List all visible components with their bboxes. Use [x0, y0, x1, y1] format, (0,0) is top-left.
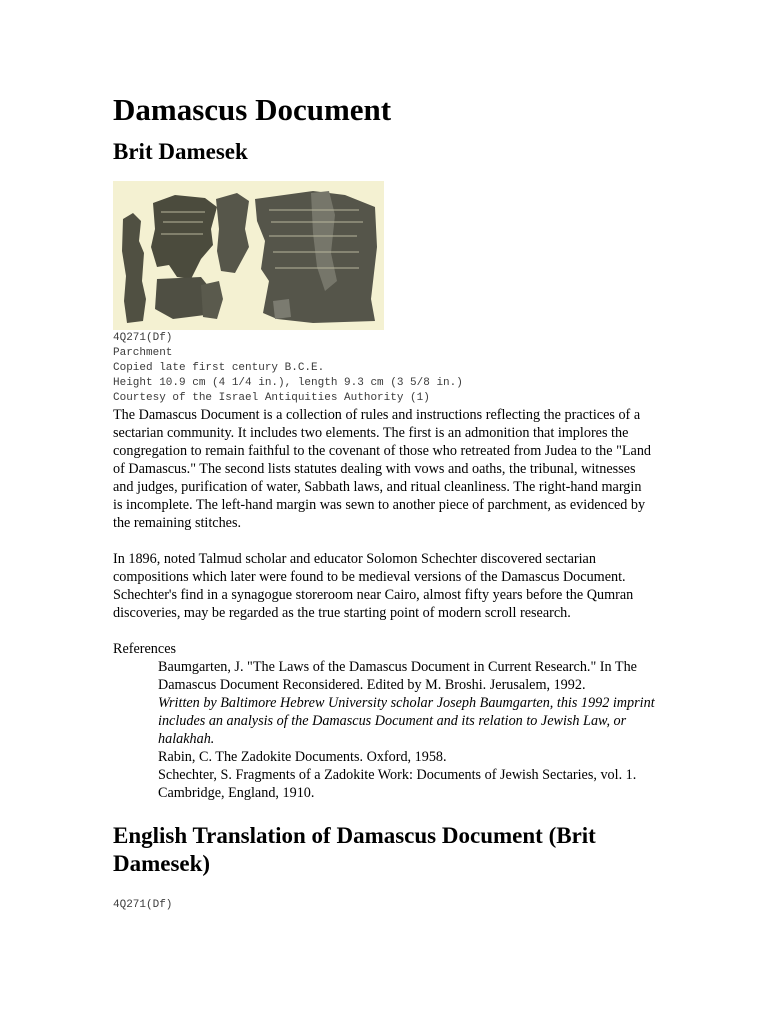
- references-heading: References: [113, 641, 177, 657]
- section-caption: 4Q271(Df): [113, 899, 173, 911]
- document-page: [113, 92, 653, 913]
- caption-line: Copied late first century B.C.E.: [113, 362, 325, 374]
- reference-item: Rabin, C. The Zadokite Documents. Oxford, 1958.: [158, 749, 447, 765]
- caption-line: 4Q271(Df): [113, 332, 173, 344]
- reference-item: Baumgarten, J. "The Laws of the Damascus Document in Current Research." In The Damascus Document Reconsidered. Edited by M. Broshi. Jerusalem, 1992.: [158, 659, 637, 693]
- page-title: Damascus Document: [113, 92, 392, 127]
- body-paragraph: In 1896, noted Talmud scholar and educator Solomon Schechter discovered sectarian compositions which later were found to be medieval versions of the Damascus Document. Schechter's find in a synagogue storeroom near Cairo, almost fifty years before the Qumran discoveries, may be regarded as the true starting point of modern scroll research.: [113, 551, 634, 621]
- caption-line: Parchment: [113, 347, 173, 359]
- caption-line: Courtesy of the Israel Antiquities Authority (1): [113, 392, 430, 404]
- caption-line: Height 10.9 cm (4 1/4 in.), length 9.3 cm (3 5/8 in.): [113, 377, 463, 389]
- image-caption: [113, 331, 653, 406]
- page-subtitle: Brit Damesek: [113, 139, 248, 164]
- reference-annotation: Written by Baltimore Hebrew University scholar Joseph Baumgarten, this 1992 imprint includes an analysis of the Damascus Document and its relation to Jewish Law, or halakhah.: [158, 695, 655, 747]
- body-paragraph: The Damascus Document is a collection of rules and instructions reflecting the practices of a sectarian community. It includes two elements. The first is an admonition that implores the congregation to remain faithful to the covenant of those who retreated from Judea to the "Land of Damascus." The second lists statutes dealing with vows and oaths, the tribunal, witnesses and judges, purification of water, Sabbath laws, and ritual cleanliness. The right-hand margin is incomplete. The left-hand margin was sewn to another piece of parchment, as evidenced by the remaining stitches.: [113, 407, 652, 531]
- references-list: [158, 658, 658, 802]
- reference-item: Schechter, S. Fragments of a Zadokite Work: Documents of Jewish Sectaries, vol. 1. Cambridge, England, 1910.: [158, 767, 637, 801]
- translation-heading: English Translation of Damascus Document (Brit Damesek): [113, 823, 596, 876]
- scroll-fragment-photo: [113, 181, 384, 330]
